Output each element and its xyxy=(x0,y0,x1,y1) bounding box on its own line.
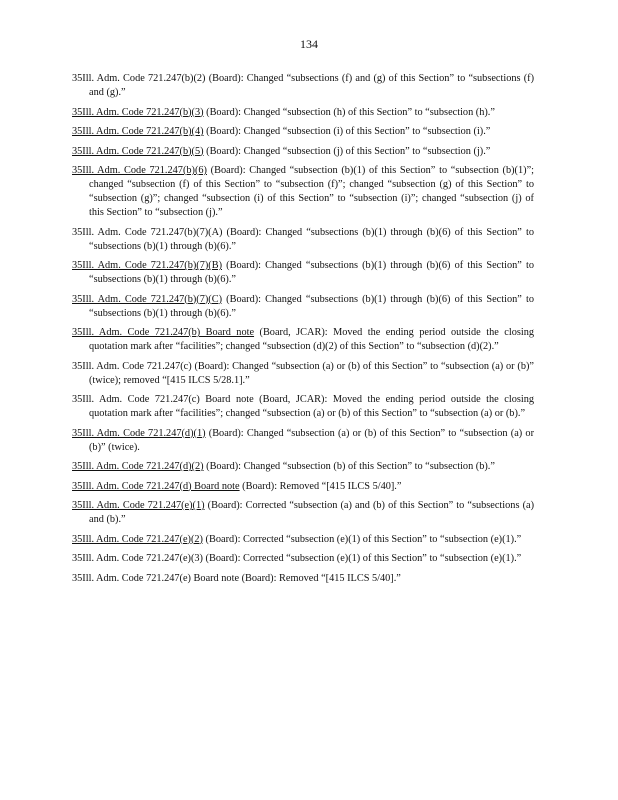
entry-text: (Board): Changed “subsections (f) and (g) of this Section” to “subsections (f) and (g).” xyxy=(89,73,534,98)
entry-citation: 35Ill. Adm. Code 721.247(e) Board note xyxy=(72,572,240,584)
page-number: 134 xyxy=(300,37,318,51)
amendment-entry xyxy=(72,164,534,220)
entry-text: (Board): Changed “subsection (b)(1) of this Section” to “subsection (b)(1)”; changed “subsection (f) of this Section” to “subsection (f)”; changed “subsection (g) of this Section” to “subsection (g)”; changed “subsection (i) of this Section” to “subsection (i)”; changed “subsection (j) of this Section” to “subsection (j).” xyxy=(89,165,534,218)
entry-citation: 35Ill. Adm. Code 721.247(b)(7)(B) xyxy=(72,260,222,271)
entry-citation: 35Ill. Adm. Code 721.247(e)(1) xyxy=(72,500,205,511)
entry-citation: 35Ill. Adm. Code 721.247(b)(7)(C) xyxy=(72,293,222,305)
amendment-entry xyxy=(72,72,534,100)
entry-citation: 35Ill. Adm. Code 721.247(b) Board note xyxy=(72,327,255,338)
entry-citation: 35Ill. Adm. Code 721.247(d) Board note xyxy=(72,480,240,492)
entry-text: (Board): Removed “[415 ILCS 5/40].” xyxy=(239,480,402,492)
amendment-entry xyxy=(72,533,534,547)
entry-text: (Board): Corrected “subsection (a) and (b) of this Section” to “subsections (a) and (b).” xyxy=(89,500,534,525)
entry-text: (Board): Removed “[415 ILCS 5/40].” xyxy=(239,572,401,584)
amendment-entry xyxy=(72,427,534,455)
entry-text: (Board): Changed “subsection (b) of this Section” to “subsection (b).” xyxy=(203,461,495,472)
entry-citation: 35Ill. Adm. Code 721.247(b)(6) xyxy=(72,165,207,176)
entry-text: (Board): Corrected “subsection (e)(1) of this Section” to “subsection (e)(1).” xyxy=(202,553,522,564)
entry-citation: 35Ill. Adm. Code 721.247(c) xyxy=(72,360,192,372)
entry-text: (Board): Corrected “subsection (e)(1) of this Section” to “subsection (e)(1).” xyxy=(202,533,522,545)
entry-citation: 35Ill. Adm. Code 721.247(b)(2) xyxy=(72,73,206,84)
amendment-entry xyxy=(72,326,534,354)
entry-text: (Board): Changed “subsection (a) or (b) of this Section” to “subsection (a) or (b)” (twice); removed “[415 ILCS 5/28.1].” xyxy=(89,360,534,386)
entry-text: (Board): Changed “subsection (j) of this Section” to “subsection (j).” xyxy=(203,145,491,157)
entry-citation: 35Ill. Adm. Code 721.247(b)(3) xyxy=(72,106,204,118)
entry-citation: 35Ill. Adm. Code 721.247(d)(2) xyxy=(72,461,204,472)
amendment-entry xyxy=(72,145,534,159)
entry-citation: 35Ill. Adm. Code 721.247(d)(1) xyxy=(72,427,206,439)
amendment-entry xyxy=(72,499,534,527)
entry-citation: 35Ill. Adm. Code 721.247(b)(4) xyxy=(72,126,204,137)
entry-text: (Board, JCAR): Moved the ending period outside the closing quotation mark after “facilities”; changed “subsection (d)(2) of this Section” to “subsection (d)(2).” xyxy=(89,327,535,352)
amendment-entry xyxy=(72,460,534,474)
amendment-entry xyxy=(72,293,534,321)
amendment-list xyxy=(72,72,534,591)
amendment-entry xyxy=(72,106,534,120)
amendment-entry xyxy=(72,259,534,287)
amendment-entry xyxy=(72,393,534,421)
entry-citation: 35Ill. Adm. Code 721.247(e)(2) xyxy=(72,533,203,545)
amendment-entry xyxy=(72,125,534,139)
amendment-entry xyxy=(72,552,534,566)
entry-text: (Board): Changed “subsection (h) of this Section” to “subsection (h).” xyxy=(203,106,495,118)
entry-text: (Board): Changed “subsections (b)(1) through (b)(6) of this Section” to “subsections (b)(1) through (b)(6).” xyxy=(89,226,534,252)
entry-text: (Board): Changed “subsection (i) of this Section” to “subsection (i).” xyxy=(203,126,491,137)
entry-text: (Board): Changed “subsection (a) or (b) of this Section” to “subsection (a) or (b)” (twice). xyxy=(89,427,535,453)
entry-citation: 35Ill. Adm. Code 721.247(b)(5) xyxy=(72,145,204,157)
entry-text: (Board, JCAR): Moved the ending period outside the closing quotation mark after “facilities”; changed “subsection (a) or (b) of this Section” to “subsection (a) or (b).” xyxy=(89,394,535,419)
entry-citation: 35Ill. Adm. Code 721.247(c) Board note xyxy=(72,394,254,405)
amendment-entry xyxy=(72,572,534,586)
amendment-entry xyxy=(72,360,534,388)
entry-text: (Board): Changed “subsections (b)(1) through (b)(6) of this Section” to “subsections (b)(1) through (b)(6).” xyxy=(89,293,534,319)
entry-citation: 35Ill. Adm. Code 721.247(b)(7)(A) xyxy=(72,226,223,238)
amendment-entry xyxy=(72,226,534,254)
entry-citation: 35Ill. Adm. Code 721.247(e)(3) xyxy=(72,553,203,564)
amendment-entry xyxy=(72,480,534,494)
entry-text: (Board): Changed “subsections (b)(1) through (b)(6) of this Section” to “subsections (b)(1) through (b)(6).” xyxy=(89,260,534,285)
